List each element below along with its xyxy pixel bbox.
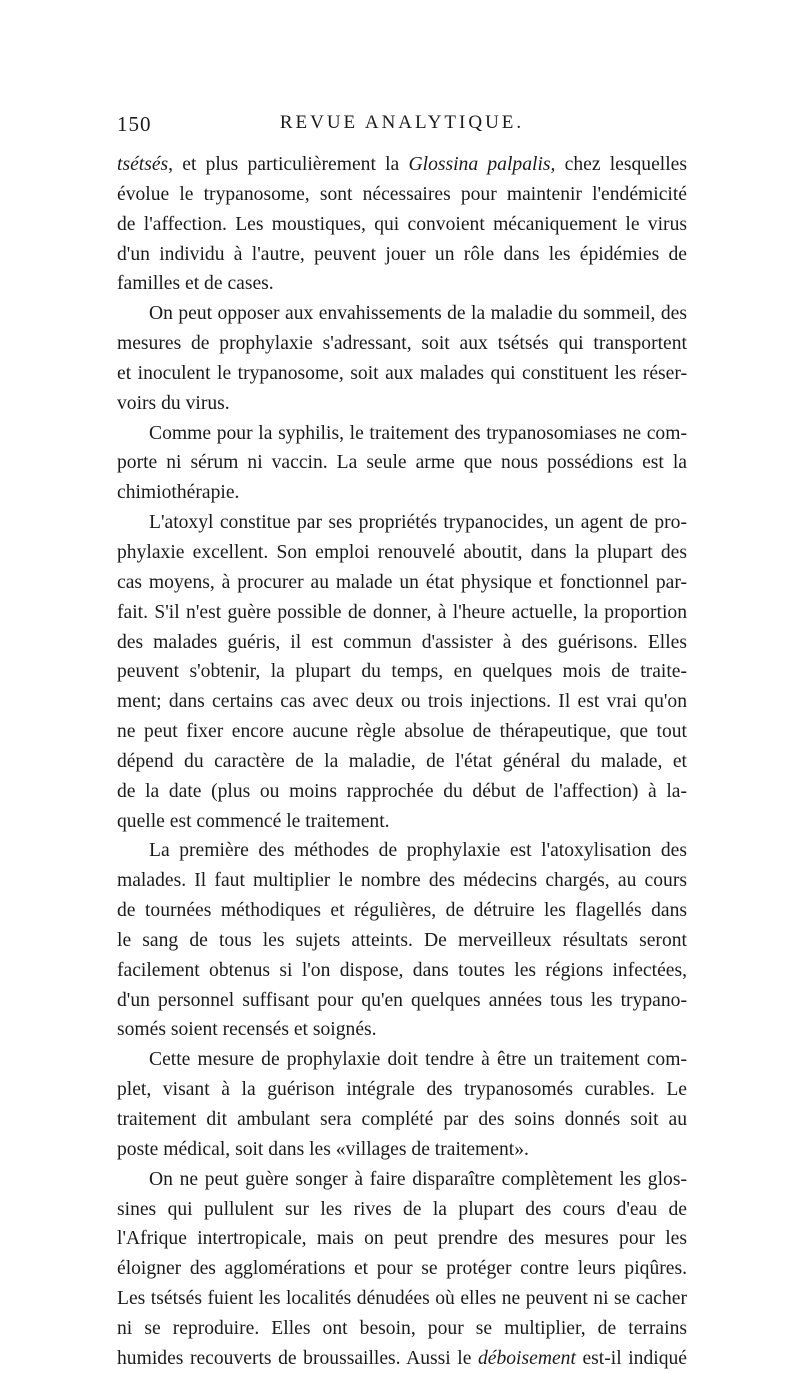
text-line: éloigner des agglomérations et pour se protéger contre leurs piqûres. xyxy=(117,1258,687,1280)
paragraph xyxy=(117,1045,687,1164)
text-line: sines qui pullulent sur les rives de la plupart des cours d'eau de xyxy=(117,1198,687,1220)
italic-term: déboisement xyxy=(477,1347,576,1369)
text-line: somés soient recensés et soignés. xyxy=(117,1019,377,1041)
text-line: ne peut fixer encore aucune règle absolue de thérapeutique, que tout xyxy=(117,721,687,743)
paragraph xyxy=(117,836,687,1045)
text-segment: , et plus particulièrement la xyxy=(168,154,409,175)
text-line: mesures de prophylaxie s'adressant, soit aux tsétsés qui transportent xyxy=(117,333,687,355)
text-line: de la date (plus ou moins rapprochée du début de l'affection) à la- xyxy=(117,780,687,802)
text-line: Les tsétsés fuient les localités dénudées où elles ne peuvent ni se cacher xyxy=(117,1288,687,1310)
paragraph xyxy=(117,150,687,299)
text-segment: humides recouverts de broussailles. Aussi le xyxy=(117,1347,478,1369)
italic-term: tsétsés xyxy=(117,154,169,175)
text-line: ment; dans certains cas avec deux ou trois injections. Il est vrai qu'on xyxy=(117,691,687,713)
text-line: quelle est commencé le traitement. xyxy=(117,810,390,832)
text-line: porte ni sérum ni vaccin. La seule arme que nous possédions est la xyxy=(117,452,687,474)
text-line: de l'affection. Les moustiques, qui convoient mécaniquement le virus xyxy=(117,213,687,235)
paragraph xyxy=(117,508,687,836)
text-line: L'atoxyl constitue par ses propriétés trypanocides, un agent de pro- xyxy=(149,512,687,534)
text-line: On ne peut guère songer à faire disparaître complètement les glos- xyxy=(149,1168,687,1190)
text-line: chimiothérapie. xyxy=(117,482,240,504)
text-line: cas moyens, à procurer au malade un état physique et fonctionnel par- xyxy=(117,571,687,593)
text-line: fait. S'il n'est guère possible de donner, à l'heure actuelle, la proportion xyxy=(117,601,687,623)
paragraph xyxy=(117,299,687,418)
text-line: malades. Il faut multiplier le nombre des médecins chargés, au cours xyxy=(117,870,687,892)
text-line: Cette mesure de prophylaxie doit tendre à être un traitement com- xyxy=(149,1049,687,1071)
paragraph xyxy=(117,419,687,509)
text-line: ni se reproduire. Elles ont besoin, pour se multiplier, de terrains xyxy=(117,1317,687,1339)
italic-term: Glossina palpalis, xyxy=(408,154,556,175)
text-line: et inoculent le trypanosome, soit aux malades qui constituent les réser- xyxy=(117,362,687,384)
text-line xyxy=(117,1344,687,1374)
text-line: familles et de cases. xyxy=(117,273,274,295)
paragraph xyxy=(117,1165,687,1374)
text-line: le sang de tous les sujets atteints. De merveilleux résultats seront xyxy=(117,929,687,951)
text-segment: chez lesquelles xyxy=(555,154,688,175)
page-header xyxy=(117,112,687,142)
text-line: plet, visant à la guérison intégrale des trypanosomés curables. Le xyxy=(117,1079,687,1101)
text-line: On peut opposer aux envahissements de la maladie du sommeil, des xyxy=(149,303,687,325)
text-line: des malades guéris, il est commun d'assister à des guérisons. Elles xyxy=(117,631,687,653)
running-title: REVUE ANALYTIQUE. xyxy=(279,112,525,133)
body-text xyxy=(117,150,687,1374)
text-line: voirs du virus. xyxy=(117,392,230,414)
text-line: La première des méthodes de prophylaxie est l'atoxylisation des xyxy=(149,840,687,862)
text-line: d'un personnel suffisant pour qu'en quelques années tous les trypano- xyxy=(117,989,687,1011)
text-segment: est-il indiqué xyxy=(575,1347,687,1369)
text-line: de tournées méthodiques et régulières, de détruire les flagellés dans xyxy=(117,900,687,922)
text-line xyxy=(117,150,687,180)
text-line: d'un individu à l'autre, peuvent jouer un rôle dans les épidémies de xyxy=(117,243,687,265)
text-line: facilement obtenus si l'on dispose, dans toutes les régions infectées, xyxy=(117,959,687,981)
text-line: évolue le trypanosome, sont nécessaires pour maintenir l'endémicité xyxy=(117,183,687,205)
text-line: traitement dit ambulant sera complété par des soins donnés soit au xyxy=(117,1109,687,1130)
text-line: l'Afrique intertropicale, mais on peut prendre des mesures pour les xyxy=(117,1228,687,1250)
page-number: 150 xyxy=(117,112,152,136)
text-line: Comme pour la syphilis, le traitement des trypanosomiases ne com- xyxy=(149,422,687,444)
text-line: poste médical, soit dans les «villages de traitement». xyxy=(117,1138,529,1160)
text-line: phylaxie excellent. Son emploi renouvelé aboutit, dans la plupart des xyxy=(117,541,687,563)
text-line: peuvent s'obtenir, la plupart du temps, en quelques mois de traite- xyxy=(117,661,687,683)
text-line: dépend du caractère de la maladie, de l'état général du malade, et xyxy=(117,750,687,772)
